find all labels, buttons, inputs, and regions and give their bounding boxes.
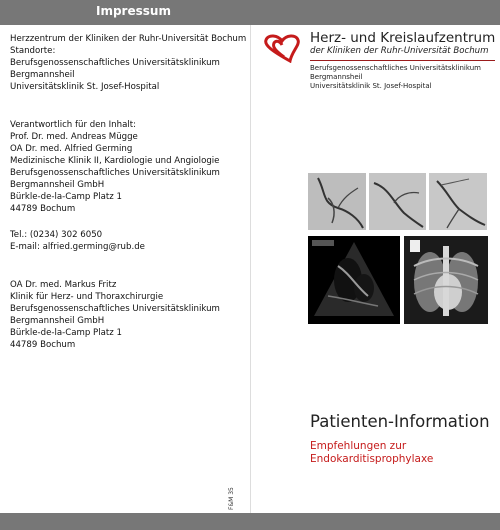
impressum-block-1	[10, 33, 248, 93]
impressum-block-3	[10, 229, 248, 253]
text-line: OA Dr. med. Markus Fritz	[10, 280, 117, 290]
top-bar	[0, 0, 500, 25]
address-line: Berufsgenossenschaftliches Universitätsklinikum	[310, 64, 481, 72]
text-line: Berufsgenossenschaftliches Universitätsklinikum	[10, 304, 220, 314]
document-code: F&M 35	[228, 487, 235, 510]
chest-xray-image	[404, 236, 488, 324]
text-line: Herzzentrum der Kliniken der Ruhr-Universität Bochum	[10, 34, 247, 44]
text-line: Bürkle-de-la-Camp Platz 1	[10, 328, 122, 338]
brand-address	[310, 64, 481, 91]
impressum-block-4	[10, 279, 248, 351]
impressum-column	[10, 33, 248, 365]
page-divider	[250, 25, 251, 513]
text-line: Bergmannsheil GmbH	[10, 316, 105, 326]
text-line: 44789 Bochum	[10, 340, 76, 350]
text-line: 44789 Bochum	[10, 204, 76, 214]
email-line[interactable]: E-mail: alfried.germing@rub.de	[10, 242, 145, 252]
echocardiogram-image	[308, 236, 400, 324]
impressum-title: Impressum	[96, 4, 171, 18]
brand-rule	[310, 60, 495, 61]
subtitle-line: Empfehlungen zur	[310, 440, 407, 452]
brand-subtitle: der Kliniken der Ruhr-Universität Bochum	[310, 46, 489, 56]
text-line: Medizinische Klinik II, Kardiologie und Angiologie	[10, 156, 220, 166]
text-line: Standorte:	[10, 46, 56, 56]
brand-title: Herz- und Kreislaufzentrum	[310, 30, 496, 46]
subtitle	[310, 440, 433, 466]
text-line: Verantwortlich für den Inhalt:	[10, 120, 136, 130]
text-line: Berufsgenossenschaftliches Universitätsklinikum	[10, 168, 220, 178]
text-line: Berufsgenossenschaftliches Universitätsklinikum	[10, 58, 220, 68]
address-line: Bergmannsheil	[310, 73, 363, 81]
angiography-image	[369, 173, 426, 230]
text-line: Bergmannsheil GmbH	[10, 180, 105, 190]
subtitle-line: Endokarditisprophylaxe	[310, 453, 434, 465]
text-line: Klinik für Herz- und Thoraxchirurgie	[10, 292, 164, 302]
bottom-bar	[0, 513, 500, 530]
main-title: Patienten-Information	[310, 412, 490, 431]
text-line: Universitätsklinik St. Josef-Hospital	[10, 82, 160, 92]
text-line: Bürkle-de-la-Camp Platz 1	[10, 192, 122, 202]
text-line: Prof. Dr. med. Andreas Mügge	[10, 132, 138, 142]
angiography-image	[308, 173, 366, 230]
impressum-block-2	[10, 119, 248, 215]
address-line: Universitätsklinik St. Josef-Hospital	[310, 82, 432, 90]
text-line: OA Dr. med. Alfried Germing	[10, 144, 133, 154]
phone-line: Tel.: (0234) 302 6050	[10, 230, 103, 240]
text-line: Bergmannsheil	[10, 70, 75, 80]
angiography-image	[429, 173, 487, 230]
